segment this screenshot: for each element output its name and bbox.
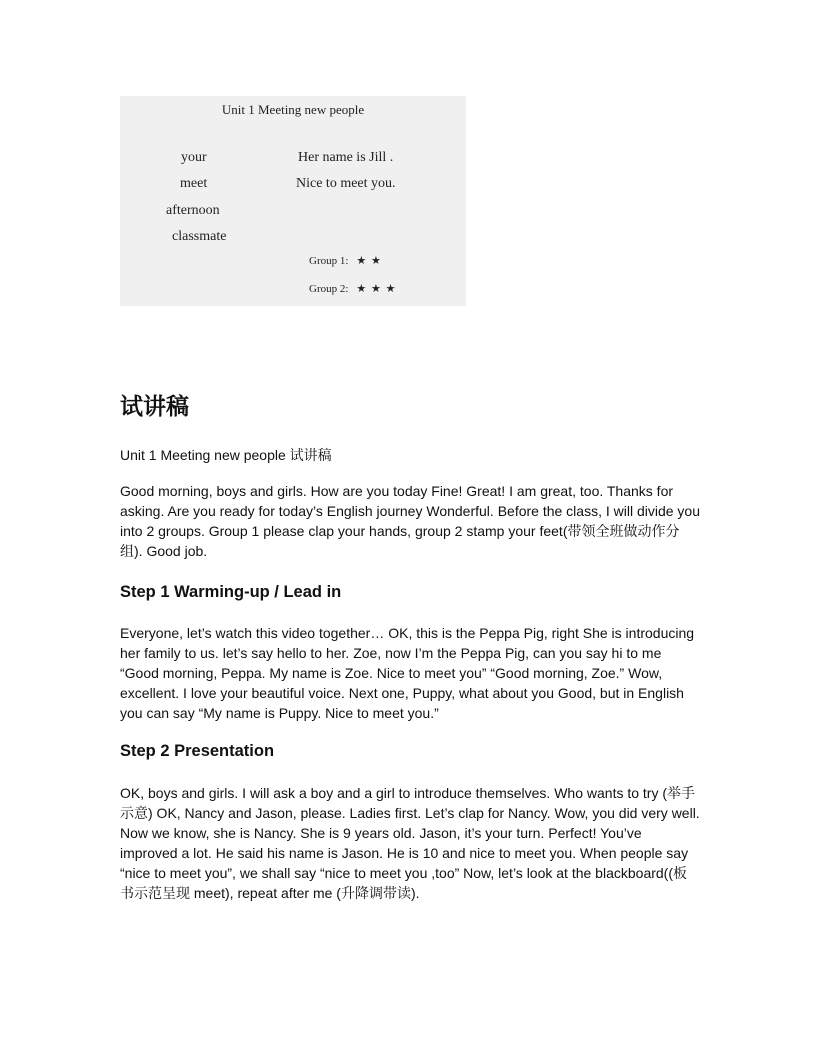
vocab-word: meet	[180, 176, 208, 191]
star-icon: ★ ★ ★	[356, 283, 397, 295]
vocab-word: your	[181, 150, 207, 165]
vocab-word: classmate	[172, 229, 227, 244]
intro-paragraph: Good morning, boys and girls. How are you today Fine! Great! I am great, too. Thanks for asking. Are you ready for today’s English journey Wonderful. Before the class, I will divide you into 2 groups. Group 1 please clap your hands, group 2 stamp your feet(带领全班做动作分组). Good job.	[120, 483, 701, 559]
group-score	[309, 282, 397, 295]
step-2-paragraph: OK, boys and girls. I will ask a boy and a girl to introduce themselves. Who wants to try (举手示意) OK, Nancy and Jason, please. Ladies first. Let’s clap for Nancy. Wow, you did very well. Now we know, she is Nancy. She is 9 years old. Jason, it’s your turn. Perfect! You’ve improved a lot. He said his name is Jason. He is 10 and nice to meet you. When people say “nice to meet you”, we shall say “nice to meet you ,too” Now, let’s look at the blackboard((板书示范呈现 meet), repeat after me (升降调带读).	[120, 785, 700, 901]
step-2-heading: Step 2 Presentation	[120, 742, 275, 760]
blackboard-title: Unit 1 Meeting new people	[221, 102, 365, 117]
board-sentence: Her name is Jill .	[298, 150, 394, 165]
board-sentence: Nice to meet you.	[296, 176, 396, 191]
step-1-paragraph: Everyone, let’s watch this video together… OK, this is the Peppa Pig, right She is introducing her family to us. let’s say hello to her. Zoe, now I’m the Peppa Pig, can you say hi to me “Good morning, Peppa. My name is Zoe. Nice to meet you” “Good morning, Zoe.” Wow, excellent. I love your beautiful voice. Next one, Puppy, what about you Good, but in English you can say “My name is Puppy. Nice to meet you.”	[120, 625, 695, 721]
group-score	[309, 254, 382, 267]
vocab-word: afternoon	[166, 203, 220, 218]
group-label: Group 1:	[309, 255, 349, 267]
group-label: Group 2:	[309, 283, 349, 295]
step-1-heading: Step 1 Warming-up / Lead in	[120, 583, 342, 601]
document-subtitle: Unit 1 Meeting new people 试讲稿	[120, 447, 332, 463]
blackboard-image	[120, 96, 466, 306]
star-icon: ★ ★	[356, 255, 382, 267]
document-title: 试讲稿	[120, 394, 189, 420]
